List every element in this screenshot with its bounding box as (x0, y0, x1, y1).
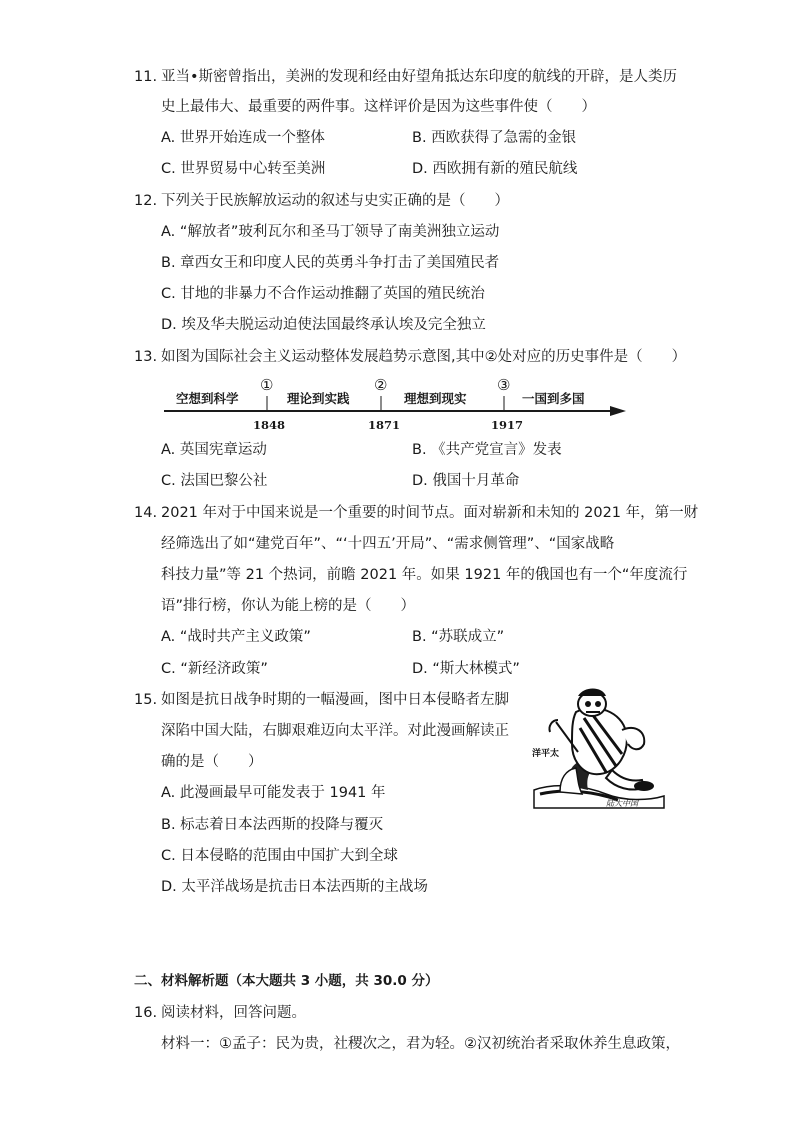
option-c: C. 日本侵略的范围由中国扩大到全球 (161, 848, 398, 864)
question-stem: 确的是（ ） (161, 754, 263, 770)
timeline-year: 1871 (368, 418, 401, 432)
option-b: B. 标志着日本法西斯的投降与覆灭 (161, 817, 384, 833)
option-c: C. 法国巴黎公社 (161, 473, 268, 489)
timeline-segment-label: 空想到科学 (176, 391, 239, 406)
question-number: 15. (134, 692, 158, 708)
question-stem: 2021 年对于中国来说是一个重要的时间节点。面对崭新和未知的 2021 年，第一财 (161, 505, 699, 521)
timeline-year: 1848 (253, 418, 286, 432)
option-b: B. 章西女王和印度人民的英勇斗争打击了美国殖民者 (161, 255, 500, 271)
timeline-segment-label: 理论到实践 (287, 391, 350, 406)
option-a: A. “解放者”玻利瓦尔和圣马丁领导了南美洲独立运动 (161, 224, 500, 240)
question-stem: 如图是抗日战争时期的一幅漫画，图中日本侵略者左脚 (161, 692, 509, 708)
option-d: D. 埃及华夫脱运动迫使法国最终承认埃及完全独立 (161, 317, 486, 333)
timeline-marker: ② (374, 376, 388, 394)
timeline-marker: ① (260, 376, 274, 394)
cartoon-label-mainland: 陆大中国 (606, 799, 638, 808)
timeline-segment-label: 一国到多国 (522, 391, 585, 406)
question-stem: 深陷中国大陆，右脚艰难迈向太平洋。对此漫画解读正 (161, 723, 509, 739)
option-b: B. 《共产党宣言》发表 (412, 442, 562, 458)
question-number: 16. (134, 1005, 158, 1021)
timeline-segment-label: 理想到现实 (404, 391, 467, 406)
option-d: D. 俄国十月革命 (412, 473, 520, 489)
material-text: 材料一：①孟子：民为贵，社稷次之，君为轻。②汉初统治者采取休养生息政策， (161, 1036, 680, 1052)
question-stem: 如图为国际社会主义运动整体发展趋势示意图,其中②处对应的历史事件是（ ） (161, 349, 687, 365)
cartoon-label-pacific: 洋平太 (532, 749, 560, 759)
option-b: B. “苏联成立” (412, 629, 505, 645)
option-b: B. 西欧获得了急需的金银 (412, 130, 577, 146)
timeline-year: 1917 (491, 418, 524, 432)
question-number: 12. (134, 193, 158, 209)
option-a: A. 此漫画最早可能发表于 1941 年 (161, 785, 386, 801)
option-d: D. 西欧拥有新的殖民航线 (412, 161, 578, 177)
option-d: D. “斯大林模式” (412, 661, 520, 677)
option-c: C. “新经济政策” (161, 661, 268, 677)
option-a: A. “战时共产主义政策” (161, 629, 311, 645)
question-stem: 阅读材料，回答问题。 (161, 1005, 306, 1021)
question-stem: 科技力量”等 21 个热词，前瞻 2021 年。如果 1921 年的俄国也有一个“年度流行 (161, 567, 688, 583)
question-stem: 史上最伟大、最重要的两件事。这样评价是因为这些事件使（ ） (161, 99, 596, 115)
cartoon-illustration (526, 682, 668, 812)
question-number: 11. (134, 69, 158, 85)
timeline-marker: ③ (497, 376, 511, 394)
timeline-diagram (160, 374, 630, 434)
question-number: 14. (134, 505, 158, 521)
option-d: D. 太平洋战场是抗击日本法西斯的主战场 (161, 879, 428, 895)
question-number: 13. (134, 349, 158, 365)
section-heading: 二、材料解析题（本大题共 3 小题，共 30.0 分） (134, 973, 439, 989)
option-a: A. 世界开始连成一个整体 (161, 130, 325, 146)
question-stem: 下列关于民族解放运动的叙述与史实正确的是（ ） (161, 193, 509, 209)
option-a: A. 英国宪章运动 (161, 442, 267, 458)
option-c: C. 甘地的非暴力不合作运动推翻了英国的殖民统治 (161, 286, 485, 302)
option-c: C. 世界贸易中心转至美洲 (161, 161, 326, 177)
question-stem: 语”排行榜，你认为能上榜的是（ ） (161, 598, 416, 614)
question-stem: 亚当•斯密曾指出，美洲的发现和经由好望角抵达东印度的航线的开辟，是人类历 (161, 69, 678, 85)
question-stem: 经筛选出了如“建党百年”、“‘十四五’开局”、“需求侧管理”、“国家战略 (161, 536, 615, 552)
timeline-arrowhead (610, 406, 626, 416)
